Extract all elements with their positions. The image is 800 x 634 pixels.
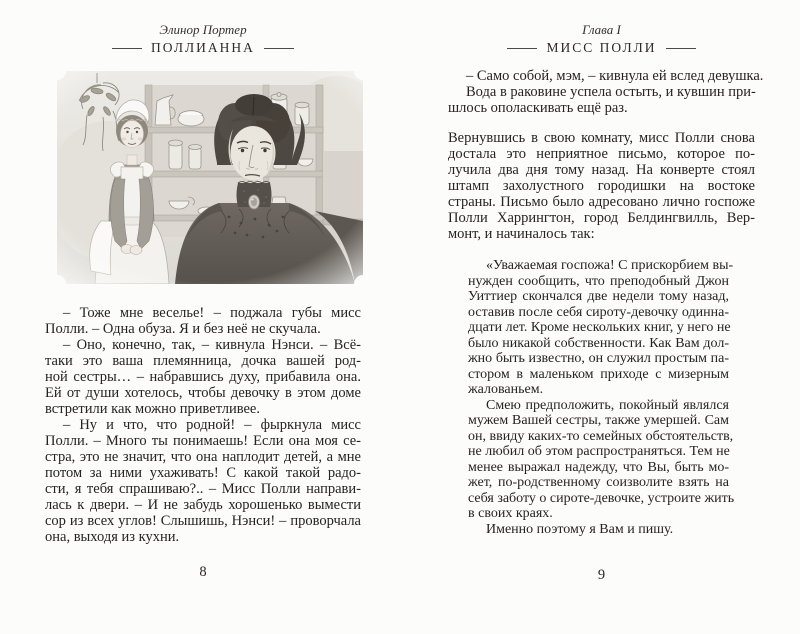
- letter-line: было никакой собственности. Как Вам дол-: [468, 335, 729, 351]
- text-line: лась к двери. – И не забудь хорошенько вымести: [45, 497, 361, 513]
- chapter-number: Глава I: [582, 22, 621, 37]
- text-line: Полли Харрингтон, город Белдингвилль, Вер-: [448, 210, 755, 226]
- text-line: – Ну и что, что родной! – фыркнула мисс: [63, 417, 361, 433]
- page-number-right: 9: [597, 567, 606, 583]
- text-line: Полли. – Много ты понимаешь! Если она моя се-: [45, 433, 361, 449]
- letter-line: в своих краях.: [468, 506, 553, 521]
- letter-line: нужден сообщить, что преподобный Джон: [468, 273, 729, 289]
- letter-line: жалованьем.: [468, 382, 544, 397]
- book-title: ПОЛЛИАННА: [151, 40, 255, 55]
- letter-line: Уиттиер скончался две недели тому назад,: [468, 289, 729, 304]
- chapter-title: МИСС ПОЛЛИ: [546, 40, 657, 55]
- letter-line: он, ввиду каких-то семейных обстоятельств,: [468, 428, 734, 444]
- letter-line: жет, по-родственному соизволите взять на: [468, 475, 729, 490]
- letter-line: дцати лет. Кроме нескольких книг, у него не: [468, 320, 731, 335]
- header-rule-left: [507, 48, 537, 49]
- text-line: шлось ополаскивать ещё раз.: [448, 100, 628, 116]
- text-line: достала это неприятное письмо, которое по-: [448, 146, 755, 162]
- text-line: таки это ваша племянница, дочка вашей род-: [45, 353, 361, 369]
- letter-line: жно быть известно, он служил простым па-: [468, 351, 729, 366]
- text-line: монт, и начиналось так:: [448, 226, 595, 242]
- text-line: Вернувшись в свою комнату, мисс Полли снова: [448, 130, 755, 146]
- letter-line: не любил об этом распространяться. Тем не: [468, 444, 730, 459]
- text-line: – Само собой, мэм, – кивнула ей вслед девушка.: [466, 68, 764, 84]
- page-number-left: 8: [199, 564, 207, 580]
- text-line: сор из всех углов! Слышишь, Нэнси! – проворчала: [45, 513, 361, 529]
- letter-line: мужем Вашей сестры, также умершей. Сам: [468, 413, 729, 428]
- letter-line: оставив после себя сироту-девочку одинна-: [468, 304, 729, 320]
- text-line: лучила два дня тому назад. На конверте стоял: [448, 162, 755, 178]
- letter-line: Смею предположить, покойный являлся: [486, 397, 729, 413]
- text-line: потом за ними ухаживать! С какой такой радо-: [45, 465, 361, 481]
- letter-line: стором в маленьком приходе с мизерным: [468, 366, 729, 382]
- text-line: она, выходя из кухни.: [45, 529, 180, 545]
- left-page-text: [45, 305, 361, 545]
- letter-line: «Уважаемая госпожа! С прискорбием вы-: [486, 258, 734, 273]
- letter-block: [468, 258, 735, 537]
- text-line: сти, я тебя спрашиваю?.. – Мисс Полли направи-: [45, 481, 361, 497]
- illustration: [57, 71, 363, 284]
- text-line: встретили как можно приветливее.: [45, 401, 260, 417]
- section-break: [448, 242, 755, 258]
- right-running-head: [448, 22, 755, 56]
- right-page-text: [448, 68, 764, 537]
- header-rule-right: [264, 48, 294, 49]
- text-line: Полли. – Одна обуза. Я и без неё не скучала.: [45, 321, 321, 337]
- letter-line: себя заботу о сироте-девочке, устроите жить: [468, 490, 735, 506]
- letter-line: Именно поэтому я Вам и пишу.: [486, 521, 674, 537]
- text-line: ной сестры… – набравшись духу, прибавила она.: [45, 369, 361, 385]
- header-rule-right: [666, 48, 696, 49]
- text-line: штамп захолустного городишки на востоке: [448, 178, 755, 194]
- header-rule-left: [112, 48, 142, 49]
- text-line: Вода в раковине успела остыть, и кувшин при-: [466, 84, 756, 100]
- text-line: – Оно, конечно, так, – кивнула Нэнси. – Всё-: [63, 337, 361, 353]
- text-line: – Тоже мне веселье! – поджала губы мисс: [63, 305, 361, 321]
- left-running-head: [45, 22, 361, 56]
- text-line: стра, это не значит, что она наплодит детей, а мне: [45, 449, 361, 465]
- section-break: [448, 116, 755, 130]
- text-line: Ей от души хотелось, чтобы девочку в этом доме: [45, 385, 361, 401]
- author-name: Элинор Портер: [159, 22, 247, 37]
- text-line: страны. Письмо было адресовано лично госпоже: [448, 194, 755, 210]
- letter-line: менее выражал надежду, что Вы, быть мо-: [468, 459, 729, 475]
